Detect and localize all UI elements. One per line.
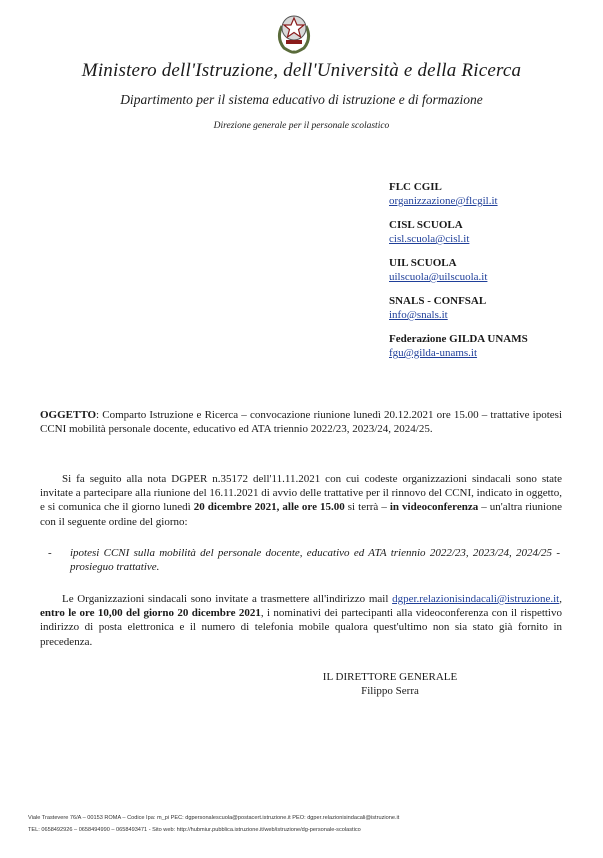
p2-text-1: Le Organizzazioni sindacali sono invitate a trasmettere all'indirizzo mail xyxy=(62,593,393,605)
footer-contacts: TEL: 0658492926 – 0658494990 – 0658493471 - Sito web: http://hubmiur.pubblica.istruzione.it/web/istruzione/dg-personale-scolastico xyxy=(28,827,361,833)
direction-title: Direzione generale per il personale scolastico xyxy=(213,121,390,131)
recipients-list xyxy=(389,180,594,370)
department-title: Dipartimento per il sistema educativo di istruzione e di formazione xyxy=(120,92,483,107)
p1-text-2: si terrà – xyxy=(344,501,390,514)
recipient-name: FLC CGIL xyxy=(389,181,442,193)
subject-paragraph xyxy=(40,408,562,436)
recipient-name: Federazione GILDA UNAMS xyxy=(389,333,528,345)
meeting-date: 20 dicembre 2021, alle ore 15.00 xyxy=(193,501,345,514)
recipient-email-link[interactable]: cisl.scuola@cisl.it xyxy=(389,233,470,245)
p2-text-3: , i nominativi dei partecipanti alla videoconferenza con il rispettivo indirizzo di posta elettronica e il numero di telefonia mobile qualora quest'ultimo non sia stato già fornito in precedenza. xyxy=(40,607,562,648)
recipient-item xyxy=(389,256,594,284)
recipient-name: CISL SCUOLA xyxy=(389,219,463,231)
recipient-email-link[interactable]: fgu@gilda-unams.it xyxy=(389,347,478,359)
recipient-item xyxy=(389,180,594,208)
recipient-email-link[interactable]: uilscuola@uilscuola.it xyxy=(389,271,488,283)
footer-address: Viale Trastevere 76/A – 00153 ROMA – Codice Ipa: m_pi PEC: dgpersonalescuola@postacert.istruzione.it PEO: dgper.relazionisindacali@istruzione.it xyxy=(28,815,400,821)
agenda-item xyxy=(48,546,560,574)
agenda-text: ipotesi CCNI sulla mobilità del personale docente, educativo ed ATA triennio 2022/23, 2023/24, 2024/25 - prosieguo trattative. xyxy=(70,547,560,574)
relations-email-link[interactable]: dgper.relazionisindacali@istruzione.it xyxy=(392,593,560,605)
italian-republic-emblem-icon xyxy=(272,6,316,54)
agenda-dash: - xyxy=(48,547,52,559)
p1-text-1: Si fa seguito alla nota DGPER n.35172 dell'11.11.2021 con cui codeste organizzazioni sindacali sono state invitate a partecipare alla riunione del 16.11.2021 di avvio delle trattative per il rinnovo del CCNI, indicato in oggetto, e si comunica che il giorno lunedì xyxy=(40,473,562,514)
body-paragraph-2 xyxy=(40,592,562,649)
recipient-email-link[interactable]: info@snals.it xyxy=(389,309,448,321)
subject-label: OGGETTO xyxy=(40,409,97,421)
signature-title: IL DIRETTORE GENERALE xyxy=(322,671,458,683)
recipient-name: SNALS - CONFSAL xyxy=(389,295,487,307)
recipient-item xyxy=(389,332,594,360)
body-paragraph-1 xyxy=(40,472,562,529)
recipient-email-link[interactable]: organizzazione@flcgil.it xyxy=(389,195,498,207)
meeting-mode: in videoconferenza xyxy=(389,501,479,514)
recipient-item xyxy=(389,294,594,322)
deadline-text: entro le ore 10,00 del giorno 20 dicembre 2021 xyxy=(40,607,261,620)
ministry-title: Ministero dell'Istruzione, dell'Università e della Ricerca xyxy=(81,60,522,81)
p1-text-3: – un'altra riunione con il seguente ordine del giorno: xyxy=(40,501,562,528)
subject-text: : Comparto Istruzione e Ricerca – convocazione riunione lunedì 20.12.2021 ore 15.00 – trattative ipotesi CCNI mobilità personale docente, educativo ed ATA triennio 2022/23, 2023/24, 2024/25. xyxy=(40,409,562,436)
signature-name: Filippo Serra xyxy=(361,685,419,697)
recipient-item xyxy=(389,218,594,246)
recipient-name: UIL SCUOLA xyxy=(389,257,457,269)
p2-text-2: , xyxy=(559,593,562,605)
